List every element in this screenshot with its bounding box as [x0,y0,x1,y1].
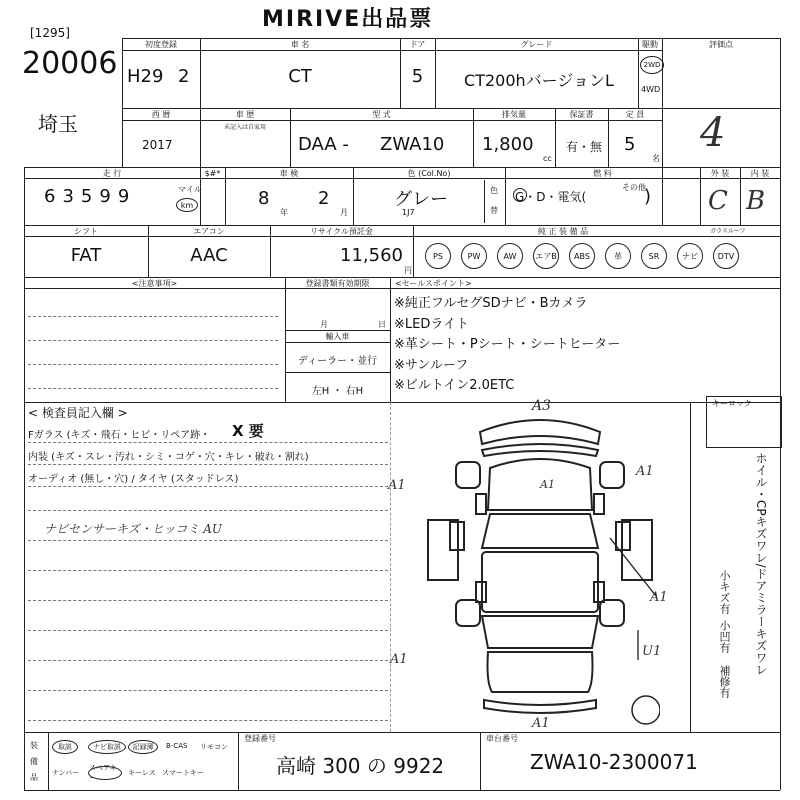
sales-point: ※純正フルセグSDナビ・Bカメラ [394,296,588,311]
lot-bracket: [1295] [30,26,70,40]
equip-smart-key: スマートキー [162,769,204,777]
label-car-name: 車 名 [290,40,310,49]
sales-point: ※サンルーフ [394,357,469,373]
label-score: 評価点 [709,40,733,49]
damage-mark: A1 [540,478,555,491]
label-inspection: 車 検 [279,169,299,178]
type-prefix: DAA - [298,134,349,155]
sales-points-list [394,294,620,397]
car-damage-diagram [420,410,660,730]
ac-value: AAC [190,245,228,266]
equip-abs: ABS [569,243,595,269]
insp-month-unit: 月 [340,208,348,217]
side-note: 補修有 [718,665,731,698]
sheet-title: MIRIVE出品票 [262,7,434,32]
label-first-reg: 初度登録 [145,40,177,49]
label-equipment: 純 正 装 備 品 [537,227,589,236]
label-color: 色 (Col.No) [407,169,451,178]
label-fuel: 燃 料 [593,169,612,178]
insp-year-unit: 年 [280,208,288,217]
reg-deadline-label: 登録書類有効期限 [305,279,370,288]
equip-keyless: キーレス [128,769,156,777]
color-no: 1J7 [402,208,415,217]
equip-side-label: 装 備 品 [30,741,38,782]
label-door: ドア [409,40,426,49]
inspector-line-glass: Fガラス (キズ・飛石・ヒビ・リペア跡・ [28,430,211,441]
label-drive: 駆動 [642,40,658,49]
region: 埼玉 [38,112,78,136]
side-note: 小凹有 [718,620,731,653]
damage-mark: A1 [532,716,550,731]
fuel-options: G・D・電気( [515,190,587,204]
inspector-hand-note: ナビセンサーキズ・ヒッコミ AU [44,522,222,536]
equip-sr: SR [641,243,667,269]
exterior-grade: C [708,186,728,216]
label-type: 型 式 [372,110,391,119]
shift-value: FAT [70,245,102,266]
label-doller: $#* [204,169,221,178]
doors: 5 [411,66,424,87]
persons-unit: 名 [652,154,660,163]
label-western: 西 暦 [151,110,171,119]
damage-mark: A1 [388,478,406,493]
damage-mark: A1 [636,464,654,479]
equip-spare-key: スペアキー [88,766,122,780]
era-year: H29 [127,66,164,87]
mile-unit: マイル [178,185,202,194]
equip-navi-manual: ナビ取説 [88,740,126,754]
lot-number: 20006 [22,46,118,81]
equip-ps: PS [425,243,451,269]
deadline-day: 日 [378,320,386,329]
km-unit: km [176,198,198,212]
damage-mark: A1 [390,652,408,667]
label-history: 車 歴 [235,110,255,119]
equip-dtv: DTV [713,243,739,269]
equip-number: ナンバー [52,769,80,777]
damage-mark: A3 [532,398,552,414]
inspector-title: < 検査員記入欄 > [28,406,128,420]
label-warranty: 保証書 [569,110,594,119]
label-exterior: 外 装 [710,169,730,178]
color-value: グレー [394,189,448,210]
key-lock-label: キーロック [712,399,752,408]
type-code: ZWA10 [380,134,445,155]
label-capacity: 定 員 [625,110,645,119]
vin-number: ZWA10-2300071 [530,750,698,774]
deadline-month: 月 [320,320,328,329]
gae-label: 替 [490,206,498,215]
label-glass-roof: ガラスルーフ [710,228,746,235]
dealer-parallel: ディーラー・並行 [297,356,378,367]
side-vertical-note: ホイル・CPキズワレ/ドアミラーキズワレ [754,452,768,676]
recycle-value: 11,560 [340,245,403,266]
plate-label: 登録番号 [244,734,276,743]
label-displacement: 排気量 [502,110,526,119]
equip-record-book: 記録簿 [128,740,158,754]
equip-navi: ナビ [677,243,703,269]
steering-side: 左H ・ 右H [311,386,364,397]
sales-point: ※LEDライト [394,316,469,332]
plate-number: 高崎 300 の 9922 [276,754,445,778]
history-note: 未記入は自家用 [223,124,266,131]
equip-bcas: B-CAS [166,742,188,750]
label-recycle: リサイクル預託金 [310,227,373,236]
label-ac: エアコン [193,227,225,236]
import-label: 輸入車 [325,332,350,341]
equip-pw: PW [461,243,487,269]
warranty-value: 有・無 [566,140,603,154]
label-shift: シフト [74,227,98,236]
iro-label: 色 [490,186,498,195]
interior-grade: B [746,186,766,216]
mileage-digits: 63599 [44,186,137,207]
fuel-close: ) [644,186,652,207]
equip-airbag: エアB [533,243,559,269]
grade: CT200hバージョンL [464,71,614,90]
label-mileage: 走 行 [102,169,122,178]
glass-mark: X 要 [232,422,264,440]
caution-label: <注意事項> [131,279,178,288]
equip-leather: 革 [605,243,631,269]
reg-month: 2 [178,66,190,87]
score-value: 4 [700,110,726,156]
drive-2wd: 2WD [640,56,664,74]
equip-manual: 取説 [52,740,78,754]
capacity: 5 [624,134,636,155]
equip-aw: AW [497,243,523,269]
yen-unit: 円 [404,266,412,275]
year-western: 2017 [142,138,173,152]
drive-4wd: 4WD [641,85,661,94]
car-name: CT [288,66,312,87]
damage-mark: U1 [642,644,662,659]
inspector-line-audio: オーディオ (無し・穴) / タイヤ (スタッドレス) [28,474,239,485]
sales-points-label: <セールスポイント> [395,279,472,288]
cc-unit: cc [543,154,552,163]
side-note: 小キズ有 [718,570,731,614]
inspection-month: 2 [318,188,330,209]
vin-label: 車台番号 [486,734,518,743]
inspector-line-interior: 内装 (キズ・スレ・汚れ・シミ・コゲ・穴・キレ・破れ・割れ) [28,452,309,463]
damage-mark: A1 [650,590,668,605]
sales-point: ※革シート・Pシート・シートヒーター [394,337,621,352]
sales-point: ※ビルトイン2.0ETC [394,378,515,393]
label-grade: グレード [520,40,553,49]
fuel-other: その他 [622,183,646,192]
equip-remote: リモコン [200,743,228,751]
displacement: 1,800 [482,134,534,155]
inspection-year: 8 [258,188,270,209]
label-interior: 内 装 [750,169,770,178]
